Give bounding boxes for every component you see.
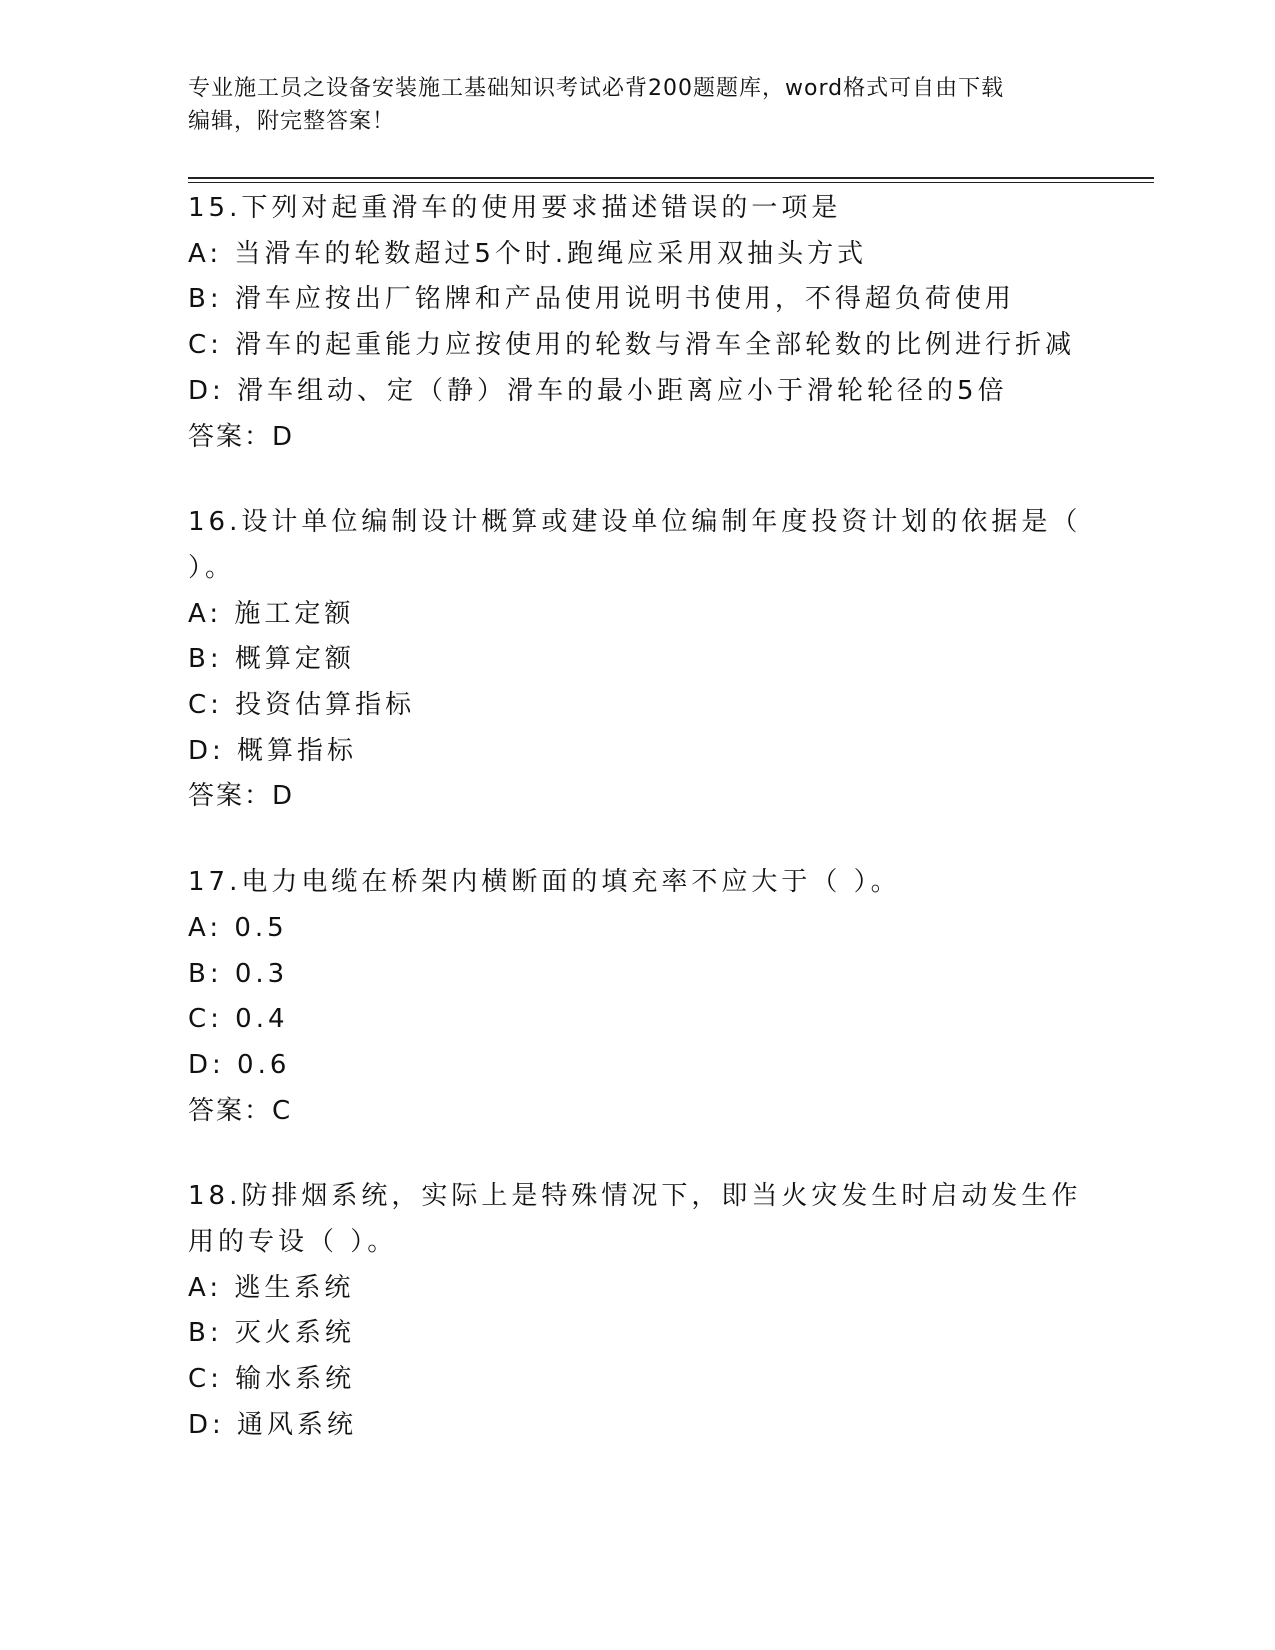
- header-line-2: 编辑，附完整答案！: [188, 109, 396, 134]
- option-b: B: 灭火系统: [188, 1318, 355, 1349]
- option-d: D: 通风系统: [188, 1409, 358, 1440]
- option-c: C: 0.4: [188, 1004, 289, 1035]
- option-c: C: 投资估算指标: [188, 690, 416, 721]
- option-a: A: 当滑车的轮数超过5个时.跑绳应采用双抽头方式: [188, 238, 868, 269]
- answer-line: 答案：D: [188, 421, 295, 452]
- answer-line: 答案：C: [188, 1095, 293, 1126]
- question-text: 15.下列对起重滑车的使用要求描述错误的一项是: [188, 193, 842, 223]
- option-d: D: 0.6: [188, 1049, 291, 1080]
- question-text: 16.设计单位编制设计概算或建设单位编制年度投资计划的依据是（ ）。: [188, 507, 1082, 583]
- option-d: D: 概算指标: [188, 735, 358, 766]
- option-c: C: 滑车的起重能力应按使用的轮数与滑车全部轮数的比例进行折减: [188, 330, 1076, 361]
- header-line-1: 专业施工员之设备安装施工基础知识考试必背200题题库，word格式可自由下载: [188, 76, 1005, 101]
- question-text: 17.电力电缆在桥架内横断面的填充率不应大于（ ）。: [188, 867, 901, 898]
- question-16: [188, 500, 1088, 820]
- option-a: A: 0.5: [188, 912, 288, 943]
- option-b: B: 滑车应按出厂铭牌和产品使用说明书使用，不得超负荷使用: [188, 284, 1015, 315]
- option-c: C: 输水系统: [188, 1364, 356, 1395]
- header-rule-thick: [188, 177, 1154, 179]
- document-header: [188, 72, 1088, 138]
- option-a: A: 逃生系统: [188, 1272, 355, 1303]
- question-17: [188, 860, 1088, 1134]
- option-b: B: 概算定额: [188, 644, 355, 675]
- option-d: D: 滑车组动、定（静）滑车的最小距离应小于滑轮轮径的5倍: [188, 375, 1008, 406]
- question-list: [188, 186, 1088, 1489]
- answer-line: 答案：D: [188, 781, 295, 812]
- option-b: B: 0.3: [188, 958, 289, 989]
- question-text: 18.防排烟系统，实际上是特殊情况下，即当火灾发生时启动发生作用的专设（ ）。: [188, 1181, 1082, 1258]
- question-18: [188, 1174, 1088, 1448]
- question-15: [188, 186, 1088, 460]
- header-rule-thin: [188, 182, 1154, 183]
- option-a: A: 施工定额: [188, 598, 355, 629]
